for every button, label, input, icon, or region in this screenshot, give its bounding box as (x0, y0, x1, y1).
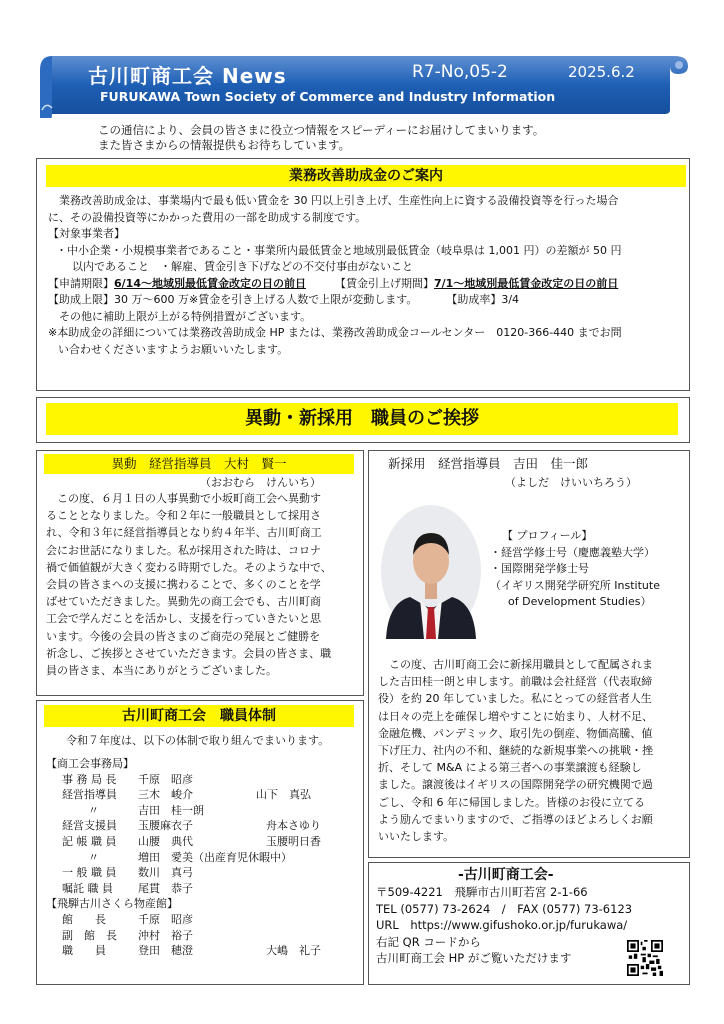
issue-date: 2025.6.2 (568, 63, 635, 81)
office-label: 【商工会事務局】 (46, 757, 134, 770)
newhire-profile: 【 プロフィール】 ・経営学修士号（慶應義塾大学） ・国際開発学修士号 （イギリス開発学研究所 Institute of Development Studies） (490, 529, 660, 608)
transfer-heading: 異動 経営指導員 大村 賢一 (44, 454, 354, 474)
staff-lead: 令和７年度は、以下の体制で取り組んでまいります。 (66, 734, 330, 747)
transfer-reading: （おおむら けんいち） (200, 476, 321, 489)
staff-list: 【商工会事務局】 事 務 局 長 千原 昭彦 経営指導員 三木 峻介 山下 真弘 〃 吉田 桂一朗 経営支援員 玉腰麻衣子 舟本さゆり 記 帳 職 員 山腰 典代 玉腰明日香 〃 増田 愛美（出産育児休暇中） 一 般 職 員 数川 真弓 嘱託 職 員 尾貫 恭子 【飛騨古川さくら物産館】 館 長 千原 昭彦 副 館 長 沖村 裕子 職 員 登田 穂澄 大嶋 礼子 (46, 757, 321, 958)
limit-row: 【助成上限】30 万～600 万※賃金を引き上げる人数で上限が変動します。 【助成率】3/4 (48, 293, 520, 306)
subsidy-title: 業務改善助成金のご案内 (46, 165, 686, 187)
newhire-heading: 新採用 経営指導員 吉田 佳一郎 (374, 454, 682, 474)
contact-url: URL https://www.gifushoko.or.jp/furukawa/ (376, 918, 628, 932)
target-label: 【対象事業者】 (48, 227, 125, 240)
newsletter-title: 古川町商工会 News (88, 64, 287, 88)
subsidy-body: 業務改善助成金は、事業場内で最も低い賃金を 30 円以上引き上げ、生産性向上に資する設備投資等を行った場合 に、その設備投資等にかかった費用の一部を助成する制度です。 【対象事業者】 ・中小企業・小規模事業者であること・事業所内最低賃金と地域別最低賃金（岐阜県は 1,001 円）の差額が 50 円 以内であること ・解雇、賃金引き下げなどの不交付事由がないこと 【申請期限】6/14～地域別最低賃金改定の日の前日 【賃金引上げ期間】7/1～地域別最低賃金改定の日の前日 【助成上限】30 万～600 万※賃金を引き上げる人数で上限が変動します。 【助成率】3/4 その他に補助上限が上がる特例措置がございます。 ※本助成金の詳細については業務改善助成金 HP または、業務改善助成金コールセンター 0120-366-440 までお問 い合わせくださいますようお願いいたします。 (48, 193, 684, 358)
newsletter-subtitle: FURUKAWA Town Society of Commerce and Industry Information (100, 89, 556, 104)
newhire-text: この度、古川町商工会に新採用職員として配属されま した吉田桂一朗と申します。前職は会社経営（代表取締 役）を約 20 年していました。私にとっての経営者人生 は日々の売上を確保し増やすことに始まり、人材不足、 金融危機、パンデミック、取引先の倒産、物価高騰、値 下げ圧力、社内の不和、継続的な新規事業への挑戦・挫 折、そして M&A による第三者への事業譲渡も経験し ました。譲渡後はイギリスの国際開発学の研究機関で過 ごし、令和 6 年に帰国しました。皆様のお役に立てる よう励んでまいりますので、ご指導のほどよろしくお願 いいたします。 (378, 658, 653, 843)
staff-title: 古川町商工会 職員体制 (44, 705, 354, 727)
issue-number: R7-No,05-2 (412, 62, 508, 82)
newhire-reading: （よしだ けいいちろう） (505, 476, 637, 489)
staff-portrait-photo (380, 503, 482, 639)
greeting-title: 異動・新採用 職員のご挨拶 (46, 403, 678, 435)
deadline-row: 【申請期限】6/14～地域別最低賃金改定の日の前日 【賃金引上げ期間】7/1～地域別最低賃金改定の日の前日 (48, 276, 619, 290)
qr-code-icon[interactable] (627, 940, 663, 976)
contact-details: 〒509-4221 飛騨市古川町若宮 2-1-66 TEL (0577) 73-2624 / FAX (0577) 73-6123 URL https://www.gifushoko.or.jp/furukawa/ 右記 QR コードから 古川町商工会 HP がご覧いただけます (376, 885, 633, 965)
transfer-text: この度、６月１日の人事異動で小坂町商工会へ異動す ることとなりました。令和２年に一般職員として採用さ れ、令和３年に経営指導員となり約４年半、古川町商工 会にお世話になりました。私が採用された時は、コロナ 禍で価値観が大きく変わる時期でした。そのような中で、 会員の皆さまへの支援に携わることで、多くのことを学 ばせていただきました。異動先の商工会でも、古川町商 工会で学んだことを活かし、支援を行っていきたいと思 います。今後の会員の皆さまのご商売の発展とご健勝を 祈念し、ご挨拶とさせていただきます。会員の皆さま、職 員の皆さま、本当にありがとうございました。 (46, 492, 332, 677)
sakura-label: 【飛騨古川さくら物産館】 (46, 897, 178, 911)
intro-text: この通信により、会員の皆さまに役立つ情報をスピーディーにお届けしてまいります。 また皆さまからの情報提供もお待ちしています。 (98, 123, 545, 152)
contact-org: -古川町商工会- (458, 867, 554, 883)
